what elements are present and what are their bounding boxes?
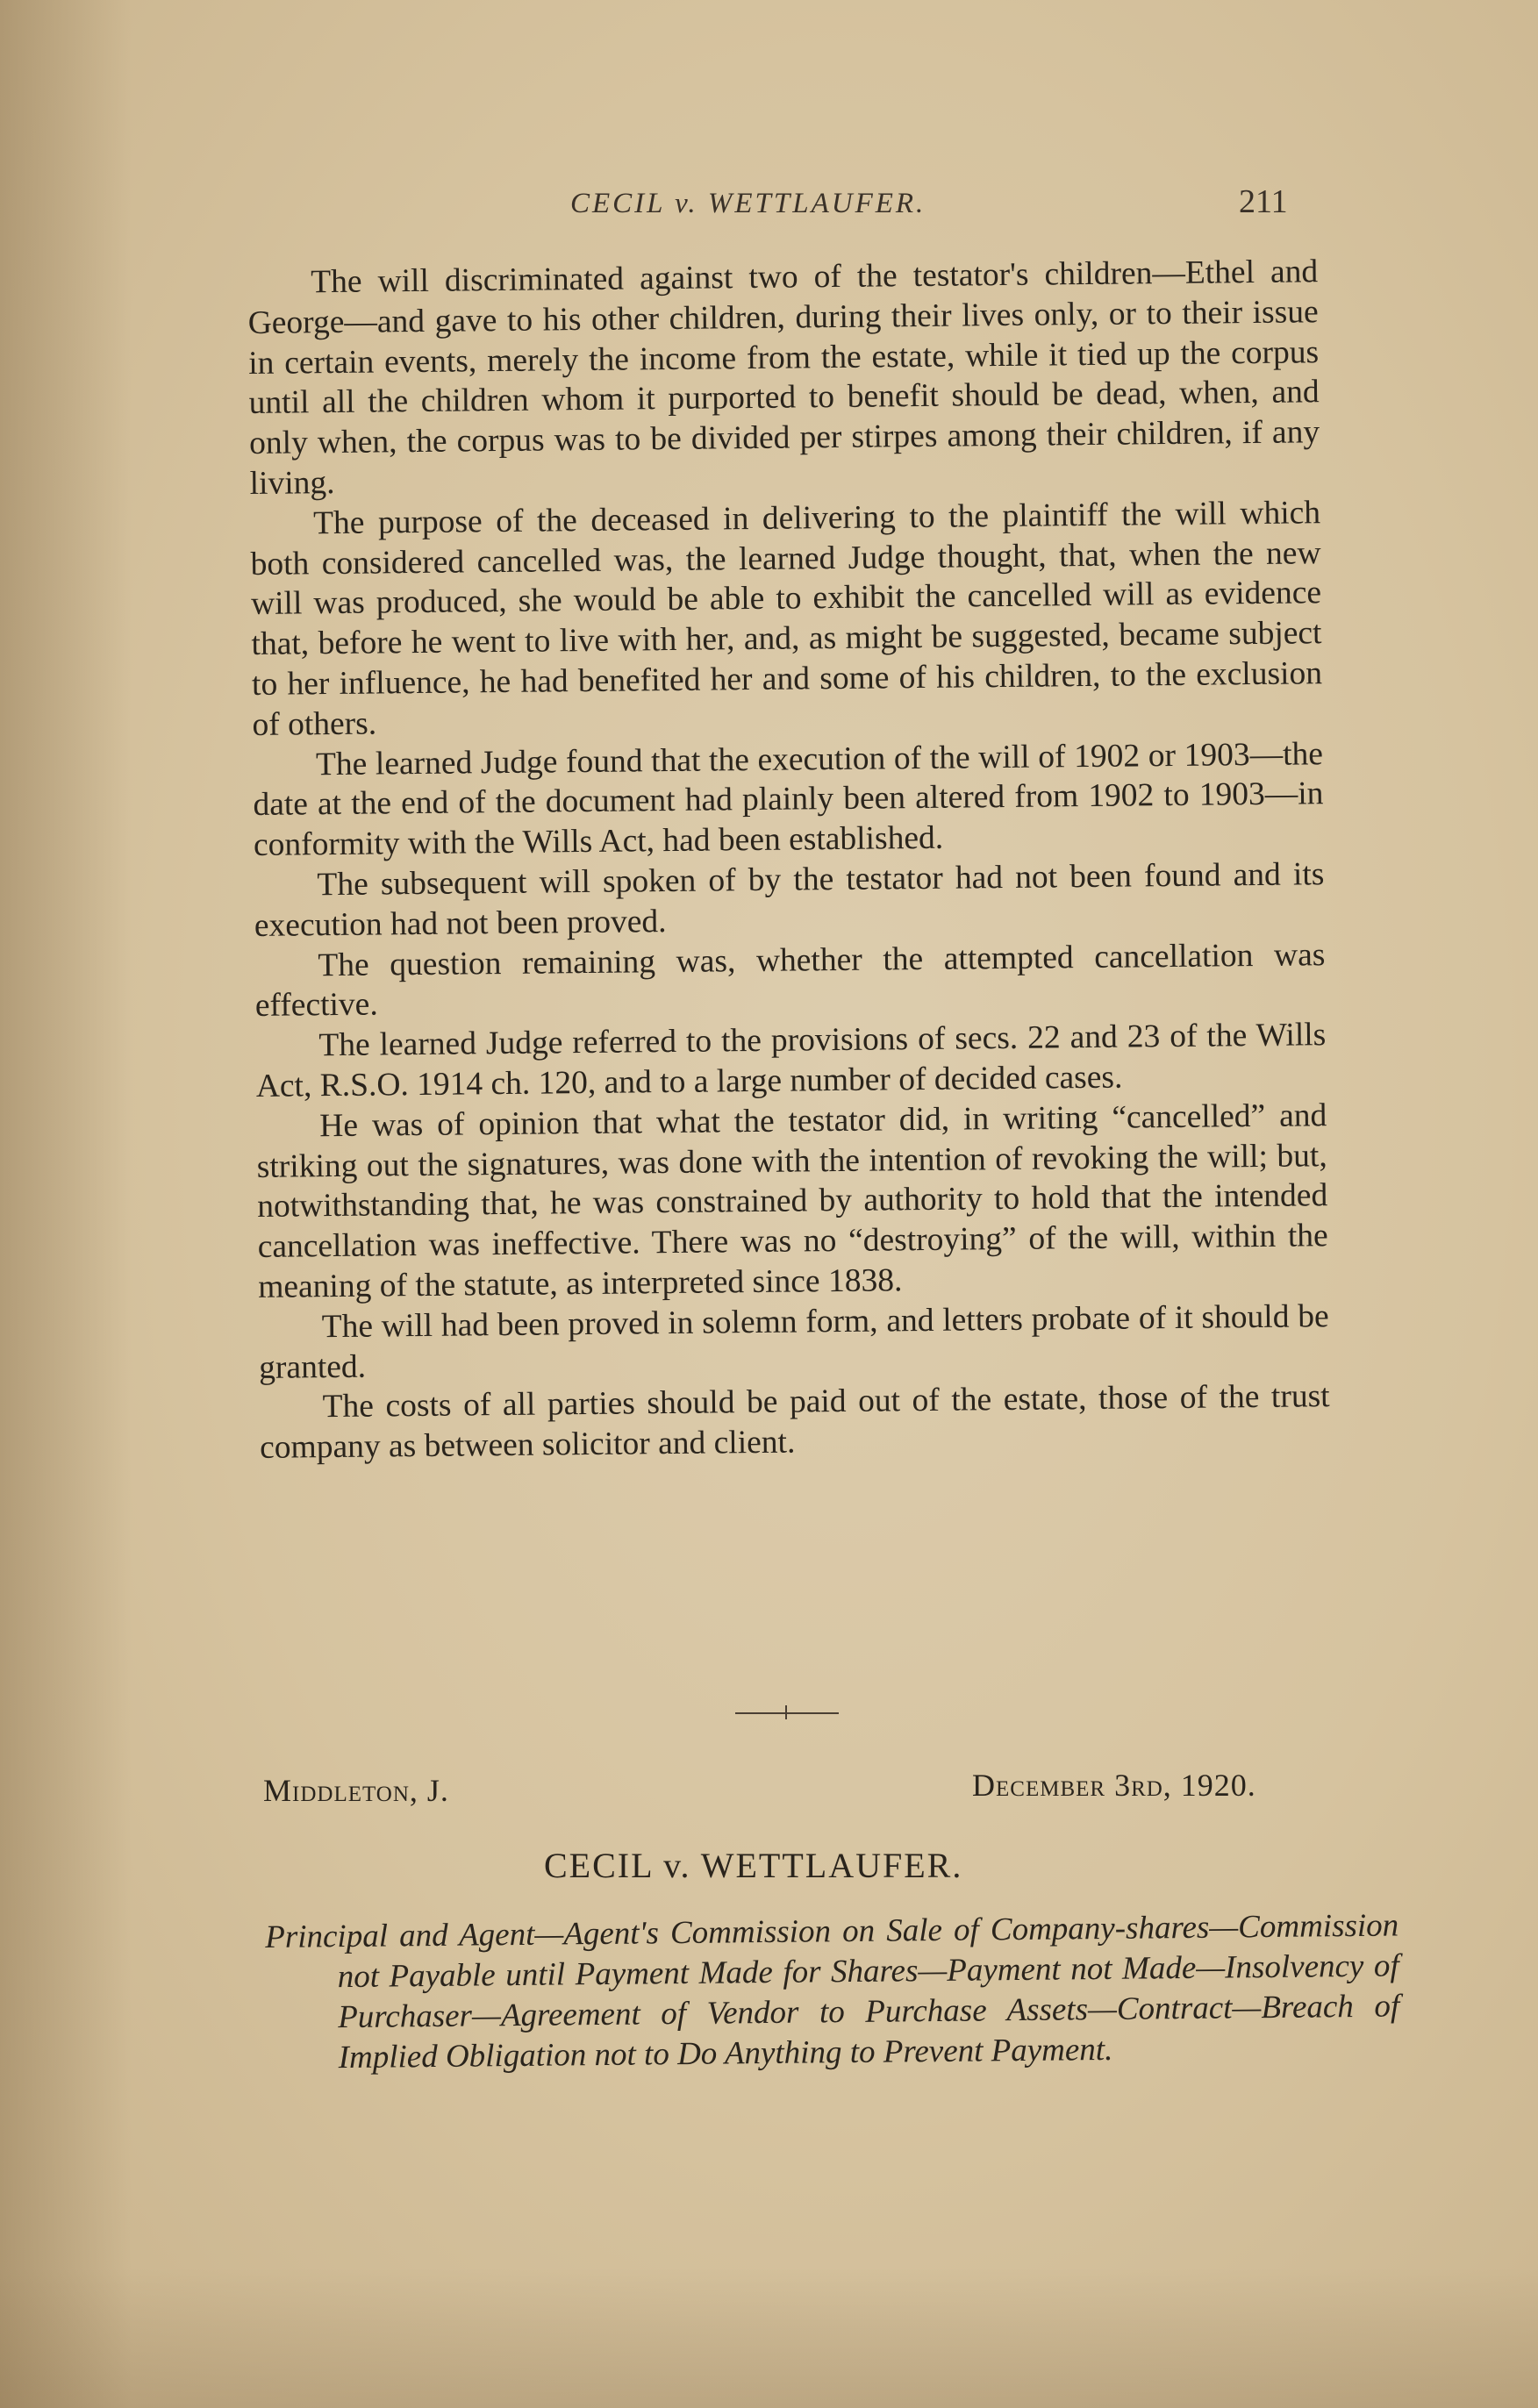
- section-divider-mark: [785, 1705, 787, 1719]
- page-gutter-shadow: [0, 0, 132, 2408]
- paragraph: The costs of all parties should be paid out of the estate, those of the trust company as between solicitor and client.: [259, 1378, 1330, 1467]
- running-head: [0, 182, 1538, 226]
- section-divider: [735, 1712, 839, 1714]
- page-number: 211: [1239, 183, 1288, 220]
- paragraph: He was of opinion that what the testator did, in writing “cancelled” and striking out the signatures, was done with the intention of revoking the will; but, notwithstanding that, he was constrained by authority to hold that the intended cancellation was ineffective. There was no “destroying” of the will, within the meaning of the statute, as interpreted since 1838.: [256, 1097, 1328, 1305]
- paragraph: The learned Judge found that the execution of the will of 1902 or 1903—the date at the end of the document had plainly been altered from 1902 to 1903—in conformity with the Wills Act, had been established.: [253, 735, 1324, 864]
- paragraph: The learned Judge referred to the provisions of secs. 22 and 23 of the Wills Act, R.S.O. 1914 ch. 120, and to a large number of decided cases.: [255, 1017, 1327, 1104]
- paragraph: The question remaining was, whether the attempted cancellation was effective.: [254, 936, 1326, 1025]
- paragraph: The purpose of the deceased in delivering to the plaintiff the will which both considered cancelled was, the learned Judge thought, that, when the new will was produced, she would be able to exhibit the cancelled will as evidence that, before he went to live with her, and, as might be suggested, became subject to her influence, he had benefited her and some of his children, to the exclusion of others.: [250, 494, 1323, 743]
- case-title: CECIL v. WETTLAUFER.: [544, 1846, 963, 1885]
- judgment-body: [247, 252, 1330, 1468]
- page-bottom-shadow: [0, 2268, 1538, 2408]
- judgment-date: December 3rd, 1920.: [972, 1768, 1256, 1803]
- paragraph: The subsequent will spoken of by the testator had not been found and its execution had not been proved.: [254, 856, 1325, 944]
- judge-name: Middleton, J.: [263, 1773, 449, 1808]
- headnote: Principal and Agent—Agent's Commission on Sale of Company-shares—Commission not Payable until Payment Made for Shares—Payment not Made—Insolvency of Purchaser—Agreement of Vendor to Purchase Assets—Contract—Breach of Implied Obligation not to Do Anything to Prevent Payment.: [265, 1907, 1400, 2076]
- paragraph: The will had been proved in solemn form, and letters probate of it should be granted.: [258, 1297, 1329, 1386]
- paragraph: The will discriminated against two of the testator's children—Ethel and George—and gave to his other children, during their lives only, or to their issue in certain events, merely the income from the estate, while it tied up the corpus until all the children whom it purported to benefit should be dead, when, and only when, the corpus was to be divided per stirpes among their children, if any living.: [247, 254, 1320, 502]
- running-head-title: CECIL v. WETTLAUFER.: [570, 188, 926, 219]
